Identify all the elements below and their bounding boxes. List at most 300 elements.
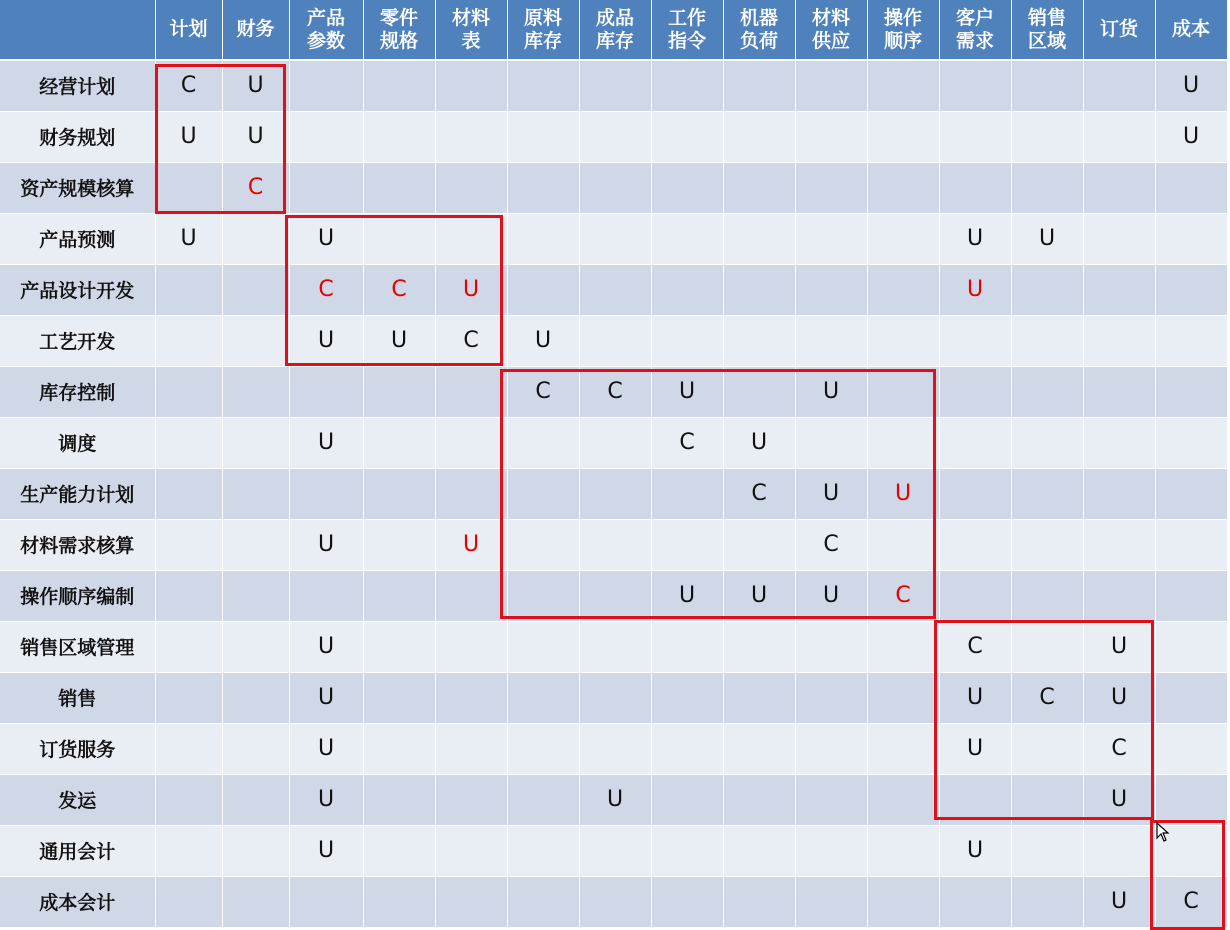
matrix-cell	[1011, 366, 1083, 417]
matrix-cell	[222, 672, 289, 723]
matrix-cell: U	[1011, 213, 1083, 264]
matrix-cell	[579, 570, 651, 621]
matrix-cell: U	[222, 111, 289, 162]
matrix-cell: U	[507, 315, 579, 366]
col-raw-inventory-header: 原料 库存	[507, 0, 579, 60]
col-product-params-header: 产品 参数	[289, 0, 363, 60]
matrix-row	[0, 468, 1227, 519]
matrix-cell	[651, 825, 723, 876]
matrix-cell	[1011, 774, 1083, 825]
matrix-cell: C	[222, 162, 289, 213]
matrix-cell	[1011, 519, 1083, 570]
matrix-cell: C	[363, 264, 435, 315]
matrix-cell	[723, 366, 795, 417]
matrix-cell	[155, 315, 222, 366]
matrix-cell: U	[1155, 111, 1227, 162]
matrix-cell	[651, 723, 723, 774]
matrix-row	[0, 213, 1227, 264]
matrix-cell	[289, 366, 363, 417]
matrix-row	[0, 570, 1227, 621]
matrix-cell	[507, 111, 579, 162]
col-operation-sequence-header: 操作 顺序	[867, 0, 939, 60]
matrix-cell	[363, 876, 435, 927]
matrix-cell	[939, 876, 1011, 927]
matrix-cell	[435, 366, 507, 417]
matrix-cell	[435, 774, 507, 825]
process-label: 材料需求核算	[0, 519, 155, 570]
matrix-cell	[579, 621, 651, 672]
matrix-cell: U	[939, 264, 1011, 315]
matrix-cell	[651, 672, 723, 723]
matrix-cell	[867, 876, 939, 927]
matrix-cell	[155, 519, 222, 570]
matrix-cell	[155, 621, 222, 672]
matrix-cell	[507, 876, 579, 927]
matrix-cell: C	[723, 468, 795, 519]
matrix-cell	[435, 468, 507, 519]
matrix-cell: C	[939, 621, 1011, 672]
matrix-cell	[155, 570, 222, 621]
col-plan-header: 计划	[155, 0, 222, 60]
matrix-row	[0, 111, 1227, 162]
matrix-cell	[363, 621, 435, 672]
matrix-cell	[222, 213, 289, 264]
matrix-cell	[1011, 825, 1083, 876]
matrix-cell: U	[155, 111, 222, 162]
process-label: 调度	[0, 417, 155, 468]
matrix-cell	[579, 417, 651, 468]
matrix-cell	[1155, 570, 1227, 621]
matrix-cell	[939, 519, 1011, 570]
matrix-cell: C	[651, 417, 723, 468]
matrix-cell	[222, 468, 289, 519]
matrix-cell	[723, 213, 795, 264]
matrix-cell: U	[723, 570, 795, 621]
matrix-cell	[222, 519, 289, 570]
matrix-cell	[651, 162, 723, 213]
matrix-cell	[1011, 570, 1083, 621]
matrix-cell	[435, 825, 507, 876]
matrix-cell: U	[723, 417, 795, 468]
matrix-cell	[1083, 519, 1155, 570]
matrix-cell	[1011, 621, 1083, 672]
matrix-cell	[289, 570, 363, 621]
matrix-cell	[1155, 774, 1227, 825]
matrix-cell	[651, 60, 723, 111]
matrix-cell	[795, 111, 867, 162]
matrix-cell: U	[435, 264, 507, 315]
matrix-cell	[867, 417, 939, 468]
matrix-cell	[723, 621, 795, 672]
matrix-cell	[363, 417, 435, 468]
matrix-cell	[795, 876, 867, 927]
matrix-cell	[222, 366, 289, 417]
matrix-cell	[795, 774, 867, 825]
matrix-cell	[723, 519, 795, 570]
matrix-cell	[867, 519, 939, 570]
matrix-cell	[939, 774, 1011, 825]
matrix-cell	[1155, 315, 1227, 366]
process-label: 财务规划	[0, 111, 155, 162]
matrix-cell	[795, 264, 867, 315]
matrix-cell	[507, 162, 579, 213]
matrix-cell	[155, 162, 222, 213]
matrix-cell: U	[939, 213, 1011, 264]
matrix-cell	[723, 825, 795, 876]
matrix-cell	[939, 162, 1011, 213]
matrix-cell	[435, 111, 507, 162]
matrix-cell	[651, 876, 723, 927]
header-row	[0, 0, 1227, 60]
matrix-cell: U	[289, 774, 363, 825]
matrix-cell	[363, 468, 435, 519]
matrix-cell: U	[1083, 621, 1155, 672]
matrix-cell	[579, 162, 651, 213]
matrix-cell	[507, 468, 579, 519]
matrix-cell	[1083, 417, 1155, 468]
matrix-cell	[651, 264, 723, 315]
matrix-cell	[723, 162, 795, 213]
matrix-cell	[723, 723, 795, 774]
col-cost-header: 成本	[1155, 0, 1227, 60]
matrix-cell	[435, 723, 507, 774]
matrix-cell: C	[155, 60, 222, 111]
matrix-cell: C	[1083, 723, 1155, 774]
matrix-row	[0, 417, 1227, 468]
matrix-cell: U	[939, 825, 1011, 876]
matrix-cell	[723, 876, 795, 927]
mouse-pointer-icon	[1156, 822, 1170, 842]
matrix-cell: U	[795, 468, 867, 519]
matrix-body	[0, 60, 1227, 927]
matrix-cell: U	[579, 774, 651, 825]
process-label: 订货服务	[0, 723, 155, 774]
col-work-order-header: 工作 指令	[651, 0, 723, 60]
matrix-cell	[939, 366, 1011, 417]
matrix-cell: U	[795, 570, 867, 621]
matrix-cell	[363, 519, 435, 570]
matrix-cell	[1011, 162, 1083, 213]
matrix-cell	[1083, 264, 1155, 315]
matrix-cell	[867, 213, 939, 264]
matrix-cell	[222, 315, 289, 366]
matrix-cell	[1155, 264, 1227, 315]
matrix-cell	[1083, 570, 1155, 621]
matrix-cell: U	[867, 468, 939, 519]
matrix-cell	[222, 417, 289, 468]
matrix-cell	[867, 60, 939, 111]
matrix-row	[0, 264, 1227, 315]
matrix-cell	[1011, 60, 1083, 111]
matrix-cell	[507, 621, 579, 672]
header-corner	[0, 0, 155, 60]
matrix-cell	[155, 417, 222, 468]
matrix-cell	[795, 213, 867, 264]
matrix-cell	[155, 825, 222, 876]
matrix-cell	[1011, 876, 1083, 927]
matrix-cell	[1155, 621, 1227, 672]
matrix-cell	[363, 774, 435, 825]
matrix-cell	[867, 672, 939, 723]
matrix-row	[0, 774, 1227, 825]
matrix-cell	[435, 60, 507, 111]
matrix-row	[0, 162, 1227, 213]
matrix-cell	[795, 672, 867, 723]
matrix-cell	[723, 264, 795, 315]
matrix-cell	[1011, 315, 1083, 366]
matrix-cell: C	[289, 264, 363, 315]
matrix-cell	[867, 315, 939, 366]
matrix-cell	[363, 162, 435, 213]
matrix-row	[0, 60, 1227, 111]
matrix-cell: U	[939, 723, 1011, 774]
matrix-cell	[579, 111, 651, 162]
matrix-cell	[435, 162, 507, 213]
process-label: 销售区域管理	[0, 621, 155, 672]
matrix-cell	[723, 60, 795, 111]
matrix-cell	[435, 621, 507, 672]
matrix-cell	[363, 111, 435, 162]
matrix-cell	[579, 876, 651, 927]
matrix-cell	[507, 519, 579, 570]
matrix-row	[0, 519, 1227, 570]
matrix-cell: U	[289, 213, 363, 264]
matrix-cell	[289, 111, 363, 162]
matrix-cell	[435, 570, 507, 621]
matrix-cell	[222, 774, 289, 825]
matrix-cell	[435, 672, 507, 723]
process-label: 资产规模核算	[0, 162, 155, 213]
matrix-cell	[579, 519, 651, 570]
matrix-cell: C	[1011, 672, 1083, 723]
matrix-cell	[1155, 366, 1227, 417]
matrix-cell	[939, 570, 1011, 621]
matrix-cell	[1011, 264, 1083, 315]
matrix-cell	[723, 672, 795, 723]
matrix-cell	[1083, 366, 1155, 417]
matrix-cell: U	[289, 519, 363, 570]
matrix-cell	[795, 60, 867, 111]
matrix-cell	[1155, 162, 1227, 213]
matrix-cell	[939, 315, 1011, 366]
process-label: 经营计划	[0, 60, 155, 111]
matrix-cell	[507, 264, 579, 315]
matrix-cell: U	[1155, 60, 1227, 111]
matrix-cell: U	[289, 825, 363, 876]
matrix-cell	[435, 417, 507, 468]
matrix-cell: C	[795, 519, 867, 570]
matrix-cell	[363, 723, 435, 774]
matrix-cell	[289, 468, 363, 519]
matrix-cell	[939, 111, 1011, 162]
matrix-cell	[363, 672, 435, 723]
matrix-cell	[723, 315, 795, 366]
matrix-cell: U	[939, 672, 1011, 723]
matrix-cell	[651, 519, 723, 570]
matrix-cell	[795, 621, 867, 672]
matrix-cell	[579, 213, 651, 264]
matrix-cell	[1083, 315, 1155, 366]
matrix-cell	[507, 60, 579, 111]
matrix-cell	[795, 162, 867, 213]
matrix-row	[0, 366, 1227, 417]
matrix-cell	[795, 723, 867, 774]
matrix-cell	[435, 876, 507, 927]
matrix-cell: U	[289, 672, 363, 723]
matrix-cell	[867, 825, 939, 876]
matrix-cell	[1155, 468, 1227, 519]
matrix-cell	[1011, 468, 1083, 519]
matrix-cell	[651, 621, 723, 672]
matrix-cell: U	[289, 723, 363, 774]
matrix-cell: U	[795, 366, 867, 417]
matrix-row	[0, 825, 1227, 876]
matrix-cell	[507, 825, 579, 876]
matrix-cell: U	[289, 315, 363, 366]
process-label: 发运	[0, 774, 155, 825]
matrix-cell	[1011, 417, 1083, 468]
matrix-cell: U	[651, 366, 723, 417]
process-label: 库存控制	[0, 366, 155, 417]
matrix-cell	[651, 213, 723, 264]
matrix-row	[0, 672, 1227, 723]
matrix-cell	[1011, 111, 1083, 162]
matrix-cell	[579, 723, 651, 774]
col-customer-demand-header: 客户 需求	[939, 0, 1011, 60]
matrix-cell	[1083, 111, 1155, 162]
matrix-row	[0, 876, 1227, 927]
process-label: 产品设计开发	[0, 264, 155, 315]
matrix-cell	[363, 366, 435, 417]
matrix-cell	[579, 315, 651, 366]
matrix-cell	[222, 723, 289, 774]
process-label: 生产能力计划	[0, 468, 155, 519]
process-label: 产品预测	[0, 213, 155, 264]
matrix-cell	[867, 264, 939, 315]
matrix-cell	[289, 876, 363, 927]
matrix-cell	[1155, 519, 1227, 570]
matrix-cell	[1083, 468, 1155, 519]
matrix-cell	[363, 213, 435, 264]
matrix-cell: U	[1083, 672, 1155, 723]
matrix-cell: U	[1083, 774, 1155, 825]
process-label: 销售	[0, 672, 155, 723]
matrix-cell: C	[507, 366, 579, 417]
matrix-cell: C	[579, 366, 651, 417]
matrix-cell	[435, 213, 507, 264]
matrix-cell	[723, 774, 795, 825]
matrix-cell: C	[435, 315, 507, 366]
matrix-cell: U	[1083, 876, 1155, 927]
matrix-cell: U	[289, 621, 363, 672]
matrix-cell	[155, 468, 222, 519]
matrix-cell	[155, 723, 222, 774]
matrix-cell: U	[289, 417, 363, 468]
matrix-row	[0, 621, 1227, 672]
matrix-cell	[579, 825, 651, 876]
col-part-spec-header: 零件 规格	[363, 0, 435, 60]
matrix-cell	[363, 570, 435, 621]
matrix-cell: C	[867, 570, 939, 621]
matrix-cell: U	[222, 60, 289, 111]
col-material-supply-header: 材料 供应	[795, 0, 867, 60]
matrix-cell	[507, 723, 579, 774]
matrix-cell	[222, 570, 289, 621]
matrix-cell	[1083, 60, 1155, 111]
matrix-cell	[1083, 213, 1155, 264]
matrix-cell	[867, 366, 939, 417]
matrix-cell	[651, 774, 723, 825]
matrix-cell	[222, 876, 289, 927]
matrix-cell	[795, 417, 867, 468]
matrix-cell	[579, 264, 651, 315]
matrix-cell	[155, 876, 222, 927]
process-label: 工艺开发	[0, 315, 155, 366]
col-sales-region-header: 销售 区域	[1011, 0, 1083, 60]
matrix-row	[0, 315, 1227, 366]
matrix-cell	[507, 774, 579, 825]
matrix-cell	[155, 366, 222, 417]
matrix-cell	[507, 213, 579, 264]
col-order-header: 订货	[1083, 0, 1155, 60]
matrix-cell	[867, 162, 939, 213]
matrix-row	[0, 723, 1227, 774]
matrix-cell	[222, 825, 289, 876]
col-machine-load-header: 机器 负荷	[723, 0, 795, 60]
matrix-cell: U	[651, 570, 723, 621]
matrix-cell	[867, 621, 939, 672]
matrix-cell	[939, 468, 1011, 519]
matrix-cell	[1155, 417, 1227, 468]
matrix-cell	[155, 774, 222, 825]
matrix-cell	[579, 60, 651, 111]
matrix-cell	[867, 774, 939, 825]
matrix-cell	[222, 621, 289, 672]
matrix-cell	[507, 417, 579, 468]
matrix-cell	[579, 672, 651, 723]
matrix-cell: C	[1155, 876, 1227, 927]
matrix-cell	[1011, 723, 1083, 774]
col-finance-header: 财务	[222, 0, 289, 60]
matrix-cell	[867, 111, 939, 162]
matrix-cell	[939, 60, 1011, 111]
matrix-cell	[939, 417, 1011, 468]
matrix-cell	[289, 60, 363, 111]
matrix-cell: U	[363, 315, 435, 366]
matrix-cell	[222, 264, 289, 315]
matrix-cell	[289, 162, 363, 213]
col-finished-inventory-header: 成品 库存	[579, 0, 651, 60]
matrix-cell	[579, 468, 651, 519]
process-label: 操作顺序编制	[0, 570, 155, 621]
matrix-cell	[363, 825, 435, 876]
matrix-cell	[1155, 723, 1227, 774]
matrix-cell	[507, 672, 579, 723]
matrix-cell	[651, 315, 723, 366]
matrix-cell	[867, 723, 939, 774]
matrix-cell	[651, 111, 723, 162]
matrix-cell	[1155, 213, 1227, 264]
matrix-cell	[155, 264, 222, 315]
matrix-cell	[1083, 825, 1155, 876]
process-label: 通用会计	[0, 825, 155, 876]
matrix-cell	[507, 570, 579, 621]
matrix-cell	[795, 825, 867, 876]
matrix-cell	[723, 111, 795, 162]
process-label: 成本会计	[0, 876, 155, 927]
col-material-list-header: 材料 表	[435, 0, 507, 60]
matrix-cell	[1083, 162, 1155, 213]
